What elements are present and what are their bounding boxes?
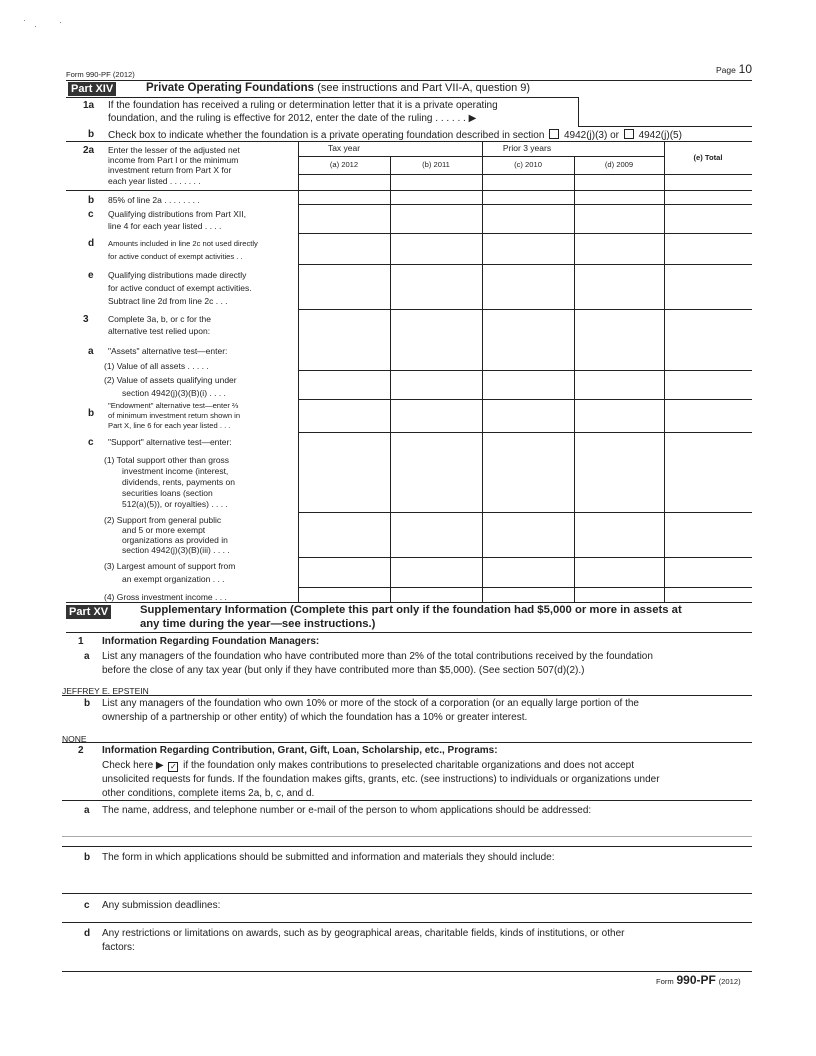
line-2-title: Information Regarding Contribution, Grant, Gift, Loan, Scholarship, etc., Programs: xyxy=(102,745,498,756)
line-3c4-text: (4) Gross investment income . . . xyxy=(104,592,227,602)
option-4942j3-label: 4942(j)(3) or xyxy=(563,130,619,141)
line-1b-number: b xyxy=(88,129,95,140)
option-4942j5-label: 4942(j)(5) xyxy=(638,130,682,141)
row-2e-bottom xyxy=(298,309,752,310)
line-1a-number: 1a xyxy=(83,100,95,111)
line-2a-number: 2a xyxy=(83,145,95,156)
row-3c1-bottom xyxy=(298,512,752,513)
part-xv-title: Supplementary Information (Complete this part only if the foundation had $5,000 or more in assets at xyxy=(140,604,682,616)
line-3a-number: a xyxy=(88,346,94,357)
grid-col-b xyxy=(390,156,391,603)
line-2c-text-p15: Any submission deadlines: xyxy=(102,900,221,911)
line-2b-text: 85% of line 2a . . . . . . . . xyxy=(108,195,200,205)
line-1-number: 1 xyxy=(78,636,84,647)
col-prior-3-years: Prior 3 years xyxy=(502,143,552,153)
managers-2pct-answer[interactable]: JEFFREY E. EPSTEIN xyxy=(62,686,149,696)
page-number: 10 xyxy=(738,62,752,76)
line-2-number: 2 xyxy=(78,745,84,756)
col-e-total: (e) Total xyxy=(693,153,723,162)
line-2e-number: e xyxy=(88,270,94,281)
line-2d-answer-rule[interactable] xyxy=(62,971,752,972)
header-rule xyxy=(66,80,752,81)
col-a-2012: (a) 2012 xyxy=(329,160,359,169)
line-1a-number-p15: a xyxy=(84,651,90,662)
line-2d-number: d xyxy=(88,238,95,249)
line-2b-number-p15: b xyxy=(84,852,91,863)
row-3c2-bottom xyxy=(298,557,752,558)
preselected-only-checkbox[interactable]: ✓ xyxy=(170,762,177,771)
line-1a-answer-rule xyxy=(62,695,752,696)
ruling-date-entry[interactable] xyxy=(578,126,752,127)
grid-subhead-rule xyxy=(390,156,664,157)
page-label: Page xyxy=(716,65,736,75)
line-2a-answer-rule[interactable] xyxy=(62,846,752,847)
part-xiv-title: Private Operating Foundations (see instructions and Part VII-A, question 9) xyxy=(146,82,531,94)
checkbox-4942j3[interactable] xyxy=(549,129,559,139)
grid-subhead-rule-a xyxy=(298,156,390,157)
line-2c-number: c xyxy=(88,209,94,220)
ruling-date-box-left xyxy=(578,97,579,127)
part-xv-label: Part XV xyxy=(66,605,111,619)
row-3c3-bottom xyxy=(298,587,752,588)
line-3-number: 3 xyxy=(83,314,89,325)
line-2c-number-p15: c xyxy=(84,900,90,911)
line-1b-rule xyxy=(66,141,752,142)
part-xiv-title-rule xyxy=(66,97,578,98)
line-2a-rule-gray xyxy=(62,836,752,837)
line-1b-answer-rule xyxy=(62,742,752,743)
row-2a-rule xyxy=(298,174,752,175)
row-3b-bottom xyxy=(298,432,752,433)
line-1a-text-cont: foundation, and the ruling is effective for 2012, enter the date of the ruling . . . . . . ▶ xyxy=(108,113,477,124)
line-2b-number: b xyxy=(88,195,95,206)
scan-speck xyxy=(35,26,36,27)
part-xv-title-rule xyxy=(66,632,752,633)
line-3c-text: "Support" alternative test—enter: xyxy=(108,437,232,447)
row-2b-bottom xyxy=(298,204,752,205)
scan-speck xyxy=(24,20,25,21)
part-xiv-label: Part XIV xyxy=(68,82,116,96)
col-tax-year: Tax year xyxy=(327,143,361,153)
line-1b-number-p15: b xyxy=(84,698,91,709)
line-2c-answer-rule[interactable] xyxy=(62,922,752,923)
part-xv-title-cont: any time during the year—see instructions.) xyxy=(140,618,376,630)
checkbox-4942j5[interactable] xyxy=(624,129,634,139)
grid-col-d xyxy=(574,156,575,603)
row-3a1-bottom xyxy=(298,370,752,371)
line-3c-number: c xyxy=(88,437,94,448)
line-3a-text: "Assets" alternative test—enter: xyxy=(108,346,228,356)
line-2-check-text: Check here ▶ ✓ if the foundation only makes contributions to preselected charitable organizations and does not accept xyxy=(102,760,635,771)
page-indicator xyxy=(716,64,752,76)
line-3a1-text: (1) Value of all assets . . . . . xyxy=(104,361,209,371)
col-b-2011: (b) 2011 xyxy=(422,160,450,169)
form-header-left: Form 990-PF (2012) xyxy=(66,70,135,79)
line-1-title: Information Regarding Foundation Managers: xyxy=(102,636,320,647)
grid-left xyxy=(298,141,299,603)
grid-col-e xyxy=(664,141,665,603)
line-2b-answer-rule[interactable] xyxy=(62,893,752,894)
row-2a-bottom xyxy=(66,190,752,191)
row-2c-bottom xyxy=(298,233,752,234)
scan-speck xyxy=(60,22,61,23)
line-2a-text-p15: The name, address, and telephone number or e-mail of the person to whom applications should be addressed: xyxy=(102,805,592,816)
line-2-rule xyxy=(62,800,752,801)
form-footer: Form 990-PF (2012) xyxy=(656,973,741,987)
line-2d-number-p15: d xyxy=(84,928,91,939)
row-2d-bottom xyxy=(298,264,752,265)
col-c-2010: (c) 2010 xyxy=(514,160,542,169)
part-xiv-bottom xyxy=(66,602,752,603)
line-2a-number-p15: a xyxy=(84,805,90,816)
line-2b-text-p15: The form in which applications should be submitted and information and materials they should include: xyxy=(102,852,555,863)
line-1a-text: If the foundation has received a ruling or determination letter that it is a private operating xyxy=(108,100,498,111)
col-d-2009: (d) 2009 xyxy=(604,160,634,169)
line-3b-number: b xyxy=(88,408,95,419)
row-3a2-bottom xyxy=(298,399,752,400)
line-1b-text: Check box to indicate whether the foundation is a private operating foundation described in section 4942(j)(3) or 4942(j)(5) xyxy=(108,130,682,141)
grid-col-c xyxy=(482,141,483,603)
managers-10pct-answer[interactable]: NONE xyxy=(62,734,87,744)
